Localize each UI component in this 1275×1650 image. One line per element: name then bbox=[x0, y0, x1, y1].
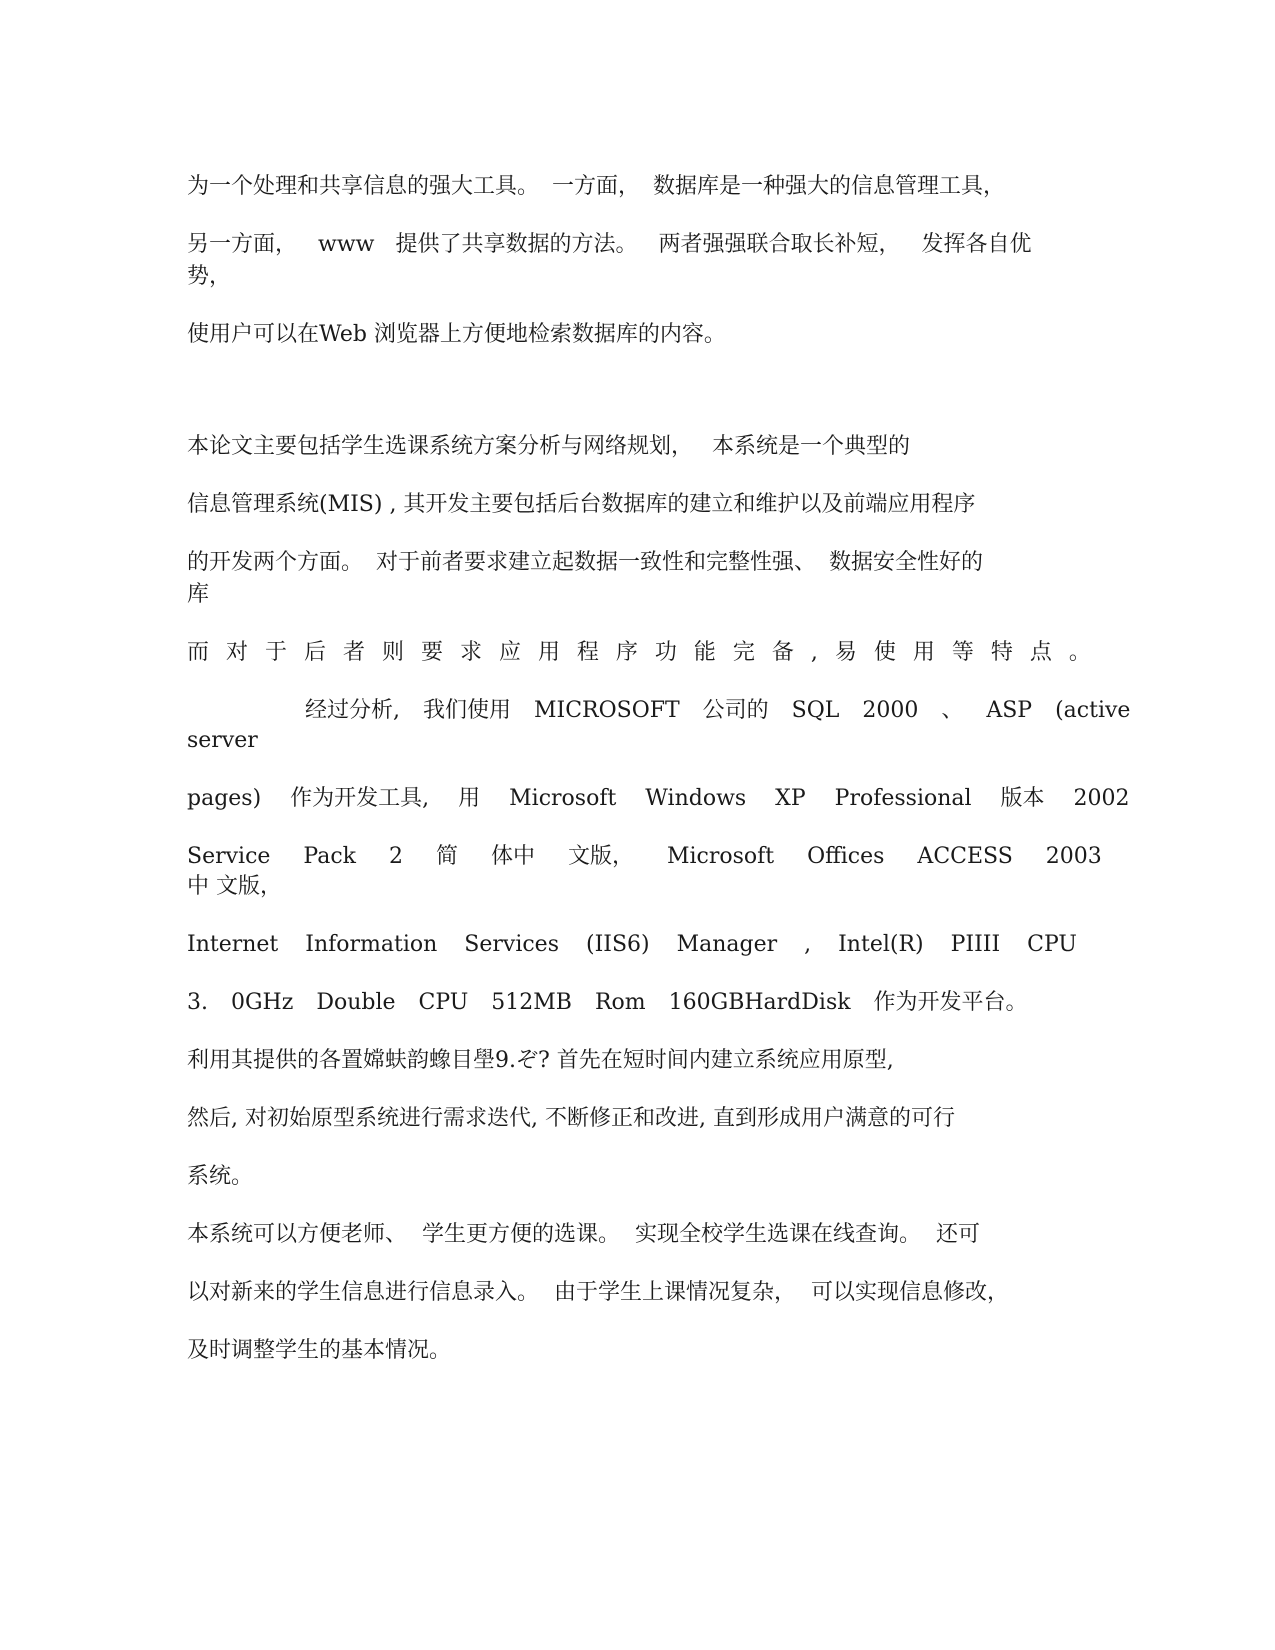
text-line: 另一方面， www 提供了共享数据的方法。 两者强强联合取长补短， 发挥各自优 bbox=[187, 232, 1032, 257]
text-line: 经过分析, 我们使用 MICROSOFT 公司的 SQL 2000 、 ASP (active bbox=[305, 698, 1131, 723]
text-line: 的开发两个方面。 对于前者要求建立起数据一致性和完整性强、 数据安全性好的 bbox=[187, 550, 983, 575]
text-line: 及时调整学生的基本情况。 bbox=[187, 1338, 452, 1363]
text-line: 势， bbox=[187, 264, 232, 289]
text-line: 中 文版， bbox=[187, 874, 282, 899]
text-line: 系统。 bbox=[187, 1164, 254, 1189]
text-line: 库 bbox=[187, 582, 210, 607]
text-line: 利用其提供的各置嫦蚨韵蟓目壆9.ぞ? 首先在短时间内建立系统应用原型, bbox=[187, 1048, 894, 1073]
text-line: pages) 作为开发工具, 用 Microsoft Windows XP Professional 版本 2002 bbox=[187, 786, 1130, 811]
text-line: 使用户可以在Web 浏览器上方便地检索数据库的内容。 bbox=[187, 322, 726, 347]
text-line: 为一个处理和共享信息的强大工具。 一方面， 数据库是一种强大的信息管理工具， bbox=[187, 174, 1005, 199]
text-line: 信息管理系统(MIS) , 其开发主要包括后台数据库的建立和维护以及前端应用程序 bbox=[187, 492, 976, 517]
text-line: 以对新来的学生信息进行信息录入。 由于学生上课情况复杂， 可以实现信息修改， bbox=[187, 1280, 1009, 1305]
text-line: 而 对 于 后 者 则 要 求 应 用 程 序 功 能 完 备 , 易 使 用 等 特 点 。 bbox=[187, 640, 1091, 665]
text-line: Service Pack 2 简 体中 文版， Microsoft Offices ACCESS 2003 bbox=[187, 844, 1102, 869]
text-line: 本论文主要包括学生选课系统方案分析与网络规划， 本系统是一个典型的 bbox=[187, 434, 910, 459]
text-line: 3. 0GHz Double CPU 512MB Rom 160GBHardDisk 作为开发平台。 bbox=[187, 990, 1028, 1015]
text-line: 本系统可以方便老师、 学生更方便的选课。 实现全校学生选课在线查询。 还可 bbox=[187, 1222, 980, 1247]
text-line: Internet Information Services (IIS6) Manager , Intel(R) PIIII CPU bbox=[187, 932, 1077, 957]
text-line: 然后, 对初始原型系统进行需求迭代, 不断修正和改进, 直到形成用户满意的可行 bbox=[187, 1106, 955, 1131]
text-line: server bbox=[187, 728, 258, 753]
